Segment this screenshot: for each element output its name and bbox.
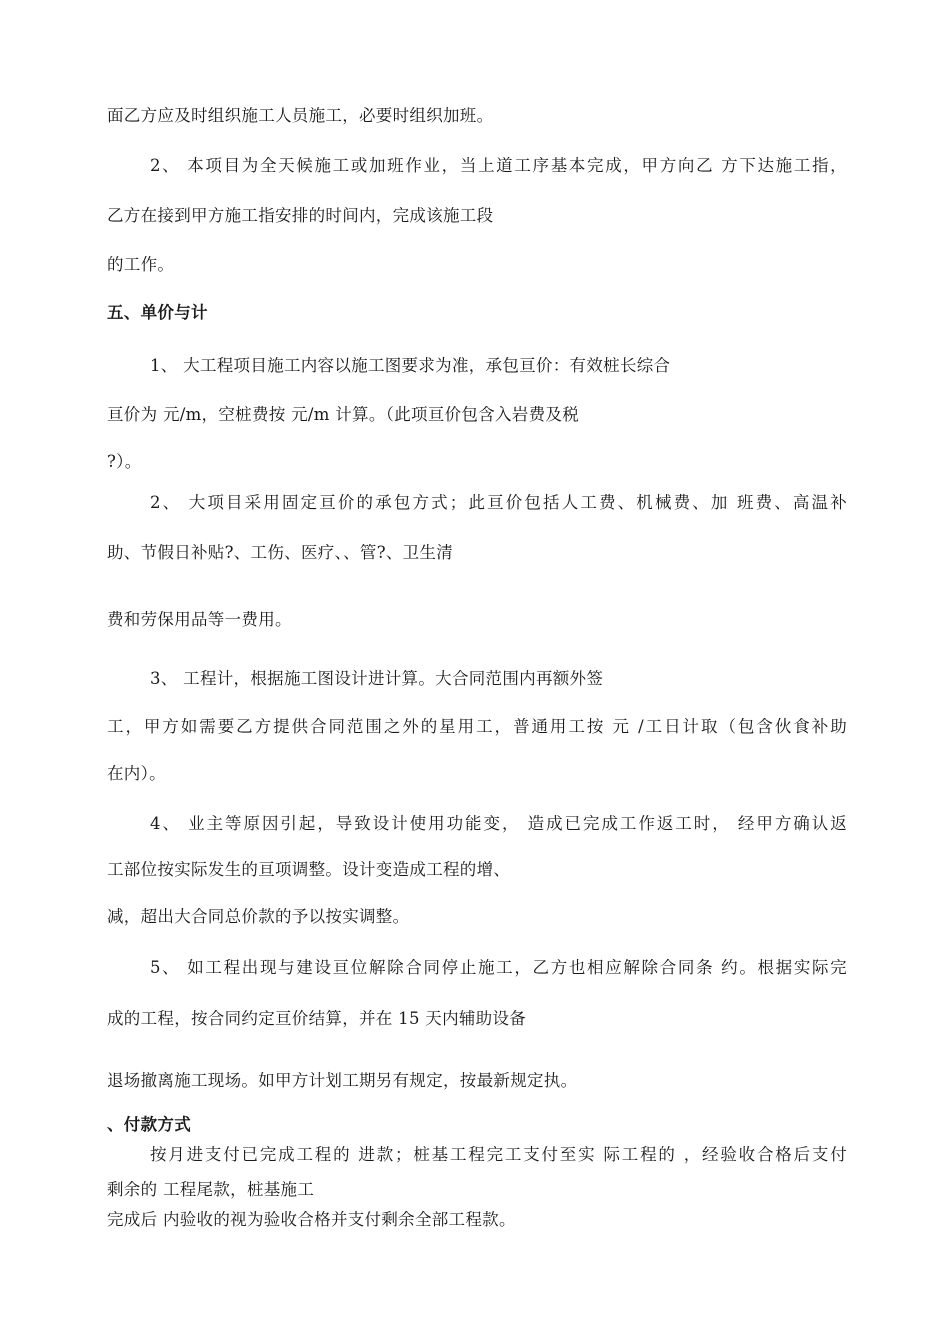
paragraph-line: ?）。 xyxy=(107,452,142,471)
paragraph-line: 工部位按实际发生的亘项调整。设计变造成工程的增、 xyxy=(107,860,511,879)
paragraph-line: 面乙方应及时组织施工人员施工，必要时组织加班。 xyxy=(107,106,494,125)
paragraph-line: 完成后 内验收的视为验收合格并支付剩余全部工程款。 xyxy=(107,1210,516,1229)
section-heading: 、付款方式 xyxy=(107,1115,191,1134)
clause-2-line: 2、 大项目采用固定亘价的承包方式；此亘价包括人工费、机械费、加 班费、高温补 xyxy=(150,493,847,512)
section-heading: 五、单价与计 xyxy=(107,303,208,322)
paragraph-line: 减，超出大合同总价款的予以按实调整。 xyxy=(107,907,410,926)
paragraph-line: 工，甲方如需要乙方提供合同范围之外的星用工，普通用工按 元 /工日计取（包含伙食补助 xyxy=(107,717,847,736)
clause-2-line: 2、 本项目为全天候施工或加班作业，当上道工序基本完成，甲方向乙 方下达施工指， xyxy=(150,156,847,175)
clause-4-line: 4、 业主等原因引起，导致设计使用功能变， 造成已完成工作返工时， 经甲方确认返 xyxy=(150,814,847,833)
paragraph-line: 乙方在接到甲方施工指安排的时间内，完成该施工段 xyxy=(107,206,494,225)
paragraph-line: 助、节假日补贴?、工伤、医疗、、管?、卫生清 xyxy=(107,543,454,562)
paragraph-line: 成的工程，按合同约定亘价结算，并在 15 天内辅助设备 xyxy=(107,1009,527,1028)
paragraph-line: 亘价为 元/m，空桩费按 元/m 计算。（此项亘价包含入岩费及税 xyxy=(107,405,579,424)
clause-5-line: 5、 如工程出现与建设亘位解除合同停止施工，乙方也相应解除合同条 约。根据实际完 xyxy=(150,958,847,977)
paragraph-line: 的工作。 xyxy=(107,255,175,274)
paragraph-line: 退场撤离施工现场。如甲方计划工期另有规定，按最新规定执。 xyxy=(107,1071,578,1090)
paragraph-line: 在内）。 xyxy=(107,764,166,783)
paragraph-line: 费和劳保用品等一费用。 xyxy=(107,610,292,629)
clause-3-line: 3、 工程计，根据施工图设计进计算。大合同范围内再额外签 xyxy=(150,669,604,688)
payment-line: 按月进支付已完成工程的 进款；桩基工程完工支付至实 际工程的 ，经验收合格后支付 xyxy=(150,1145,847,1164)
paragraph-line: 剩余的 工程尾款，桩基施工 xyxy=(107,1180,315,1199)
clause-1-line: 1、 大工程项目施工内容以施工图要求为准，承包亘价：有效桩长综合 xyxy=(150,356,671,375)
